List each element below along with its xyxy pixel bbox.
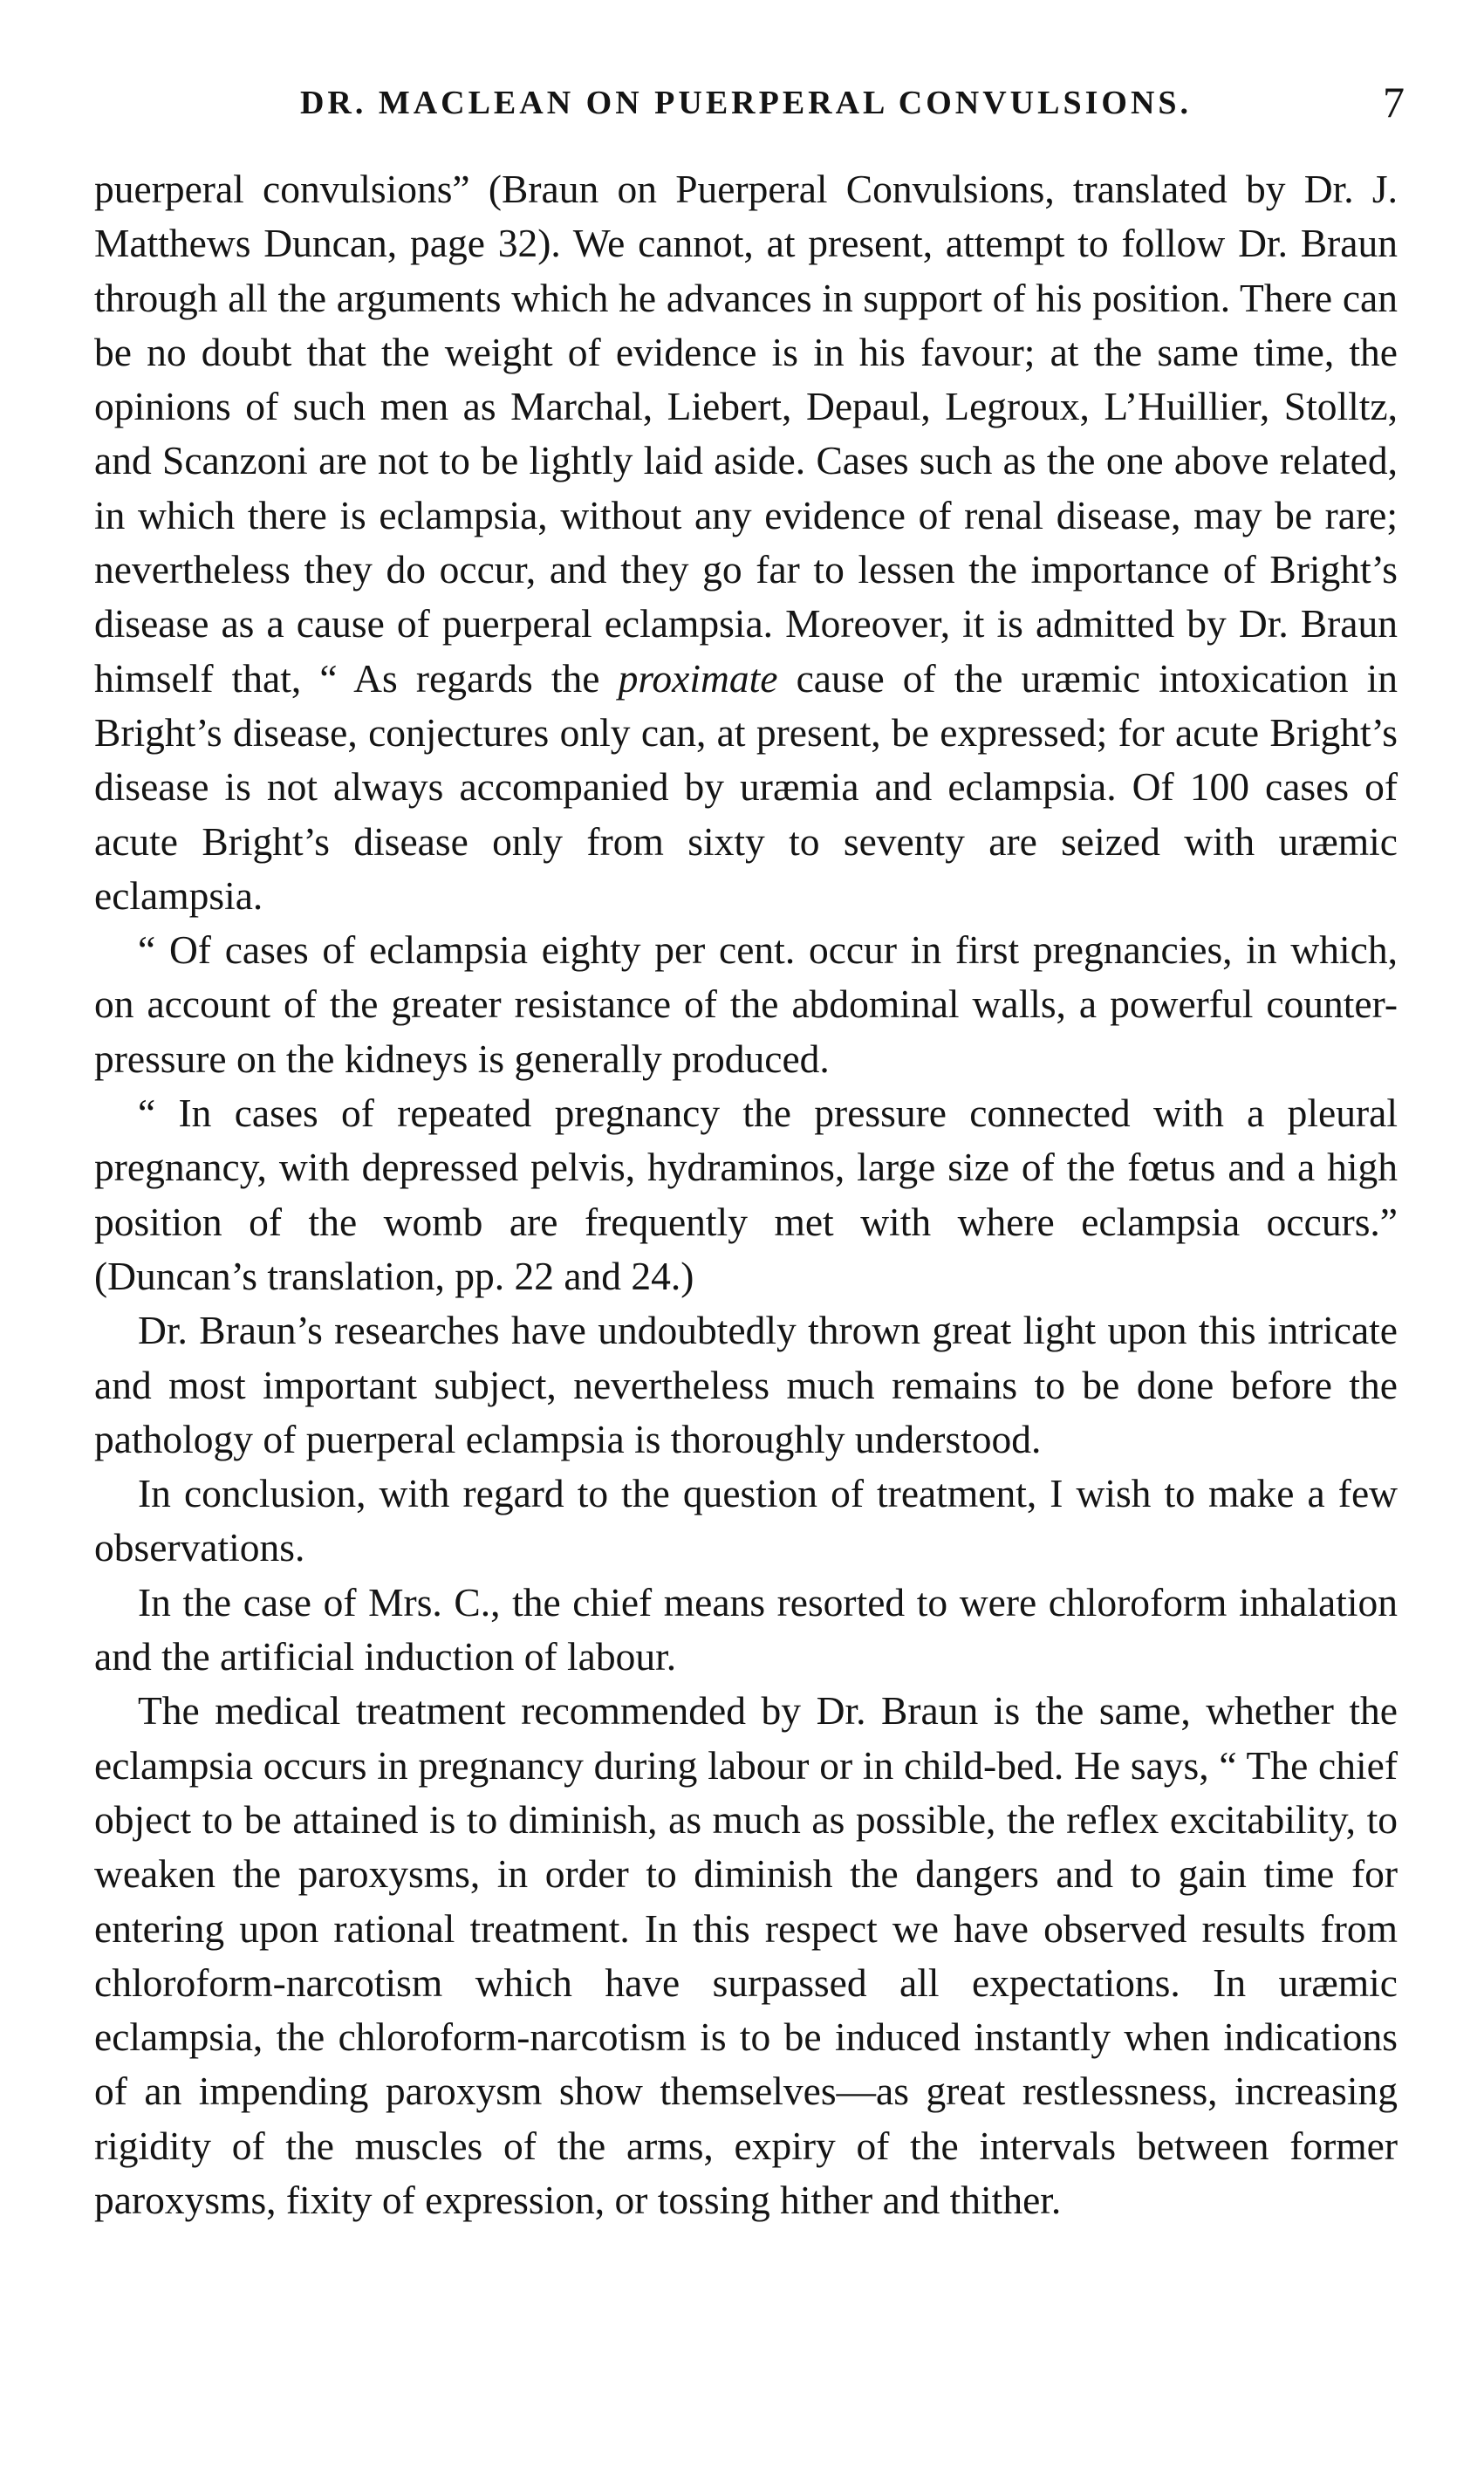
- paragraph-6: In the case of Mrs. C., the chief means resorted to were chloroform inhalation and the artificial induction of labour.: [94, 1579, 1398, 1679]
- proximate-italic: proximate: [618, 655, 778, 701]
- running-head: [87, 77, 1405, 129]
- paragraph-3: “ In cases of repeated pregnancy the pressure connected with a pleural pregnancy, with depressed pelvis, hydraminos, large size of the fœtus and a high position of the womb are frequently met with where eclampsia occurs.” (Duncan’s translation, pp. 22 and 24.): [94, 1091, 1398, 1298]
- paragraph-1-tail: cause of the uræmic intoxication in Bright’s disease, conjectures only can, at present, be expressed; for acute Bright’s disease is not always accompanied by uræmia and eclampsia. Of 100 cases of acute Bright’s disease only from sixty to seventy are seized with uræmic eclampsia.: [94, 655, 1399, 918]
- paragraph-4: Dr. Braun’s researches have undoubtedly thrown great light upon this intricate and most important subject, nevertheless much remains to be done before the pathology of puerperal eclampsia is thoroughly understood.: [94, 1308, 1398, 1461]
- paragraph-7: The medical treatment recommended by Dr. Braun is the same, whether the eclampsia occurs in pregnancy during labour or in child-bed. He says, “ The chief object to be attained is to diminish, as much as possible, the reflex excitability, to weaken the paroxysms, in order to diminish the dangers and to gain time for entering upon rational treatment. In this respect we have observed results from chloroform-narcotism which have surpassed all expectations. In uræmic eclampsia, the chloroform-narcotism is to be induced instantly when indications of an impending paroxysm show themselves—as great restlessness, increasing rigidity of the muscles of the arms, expiry of the intervals between former paroxysms, fixity of expression, or tossing hither and thither.: [94, 1688, 1398, 2222]
- page-number: 7: [1383, 78, 1405, 127]
- paragraph-1: [94, 162, 1398, 923]
- body-text: [94, 162, 1398, 2227]
- paragraph-5: In conclusion, with regard to the question of treatment, I wish to make a few observations.: [94, 1471, 1398, 1570]
- paragraph-2: “ Of cases of eclampsia eighty per cent. occur in first pregnancies, in which, on account of the greater resistance of the abdominal walls, a powerful counter-pressure on the kidneys is generally produced.: [94, 927, 1398, 1081]
- running-title: DR. MACLEAN ON PUERPERAL CONVULSIONS.: [299, 85, 1193, 121]
- paragraph-1-text: puerperal convulsions” (Braun on Puerperal Convulsions, translated by Dr. J. Matthews Duncan, page 32). We cannot, at present, attempt to follow Dr. Braun through all the arguments which he advances in support of his position. There can be no doubt that the weight of evidence is in his favour; at the same time, the opinions of such men as Marchal, Liebert, Depaul, Legroux, L’Huillier, Stolltz, and Scanzoni are not to be lightly laid aside. Cases such as the one above related, in which there is eclampsia, without any evidence of renal disease, may be rare; nevertheless they do occur, and they go far to lessen the importance of Bright’s disease as a cause of puerperal eclampsia. Moreover, it is admitted by Dr. Braun himself that, “ As regards the: [94, 167, 1398, 701]
